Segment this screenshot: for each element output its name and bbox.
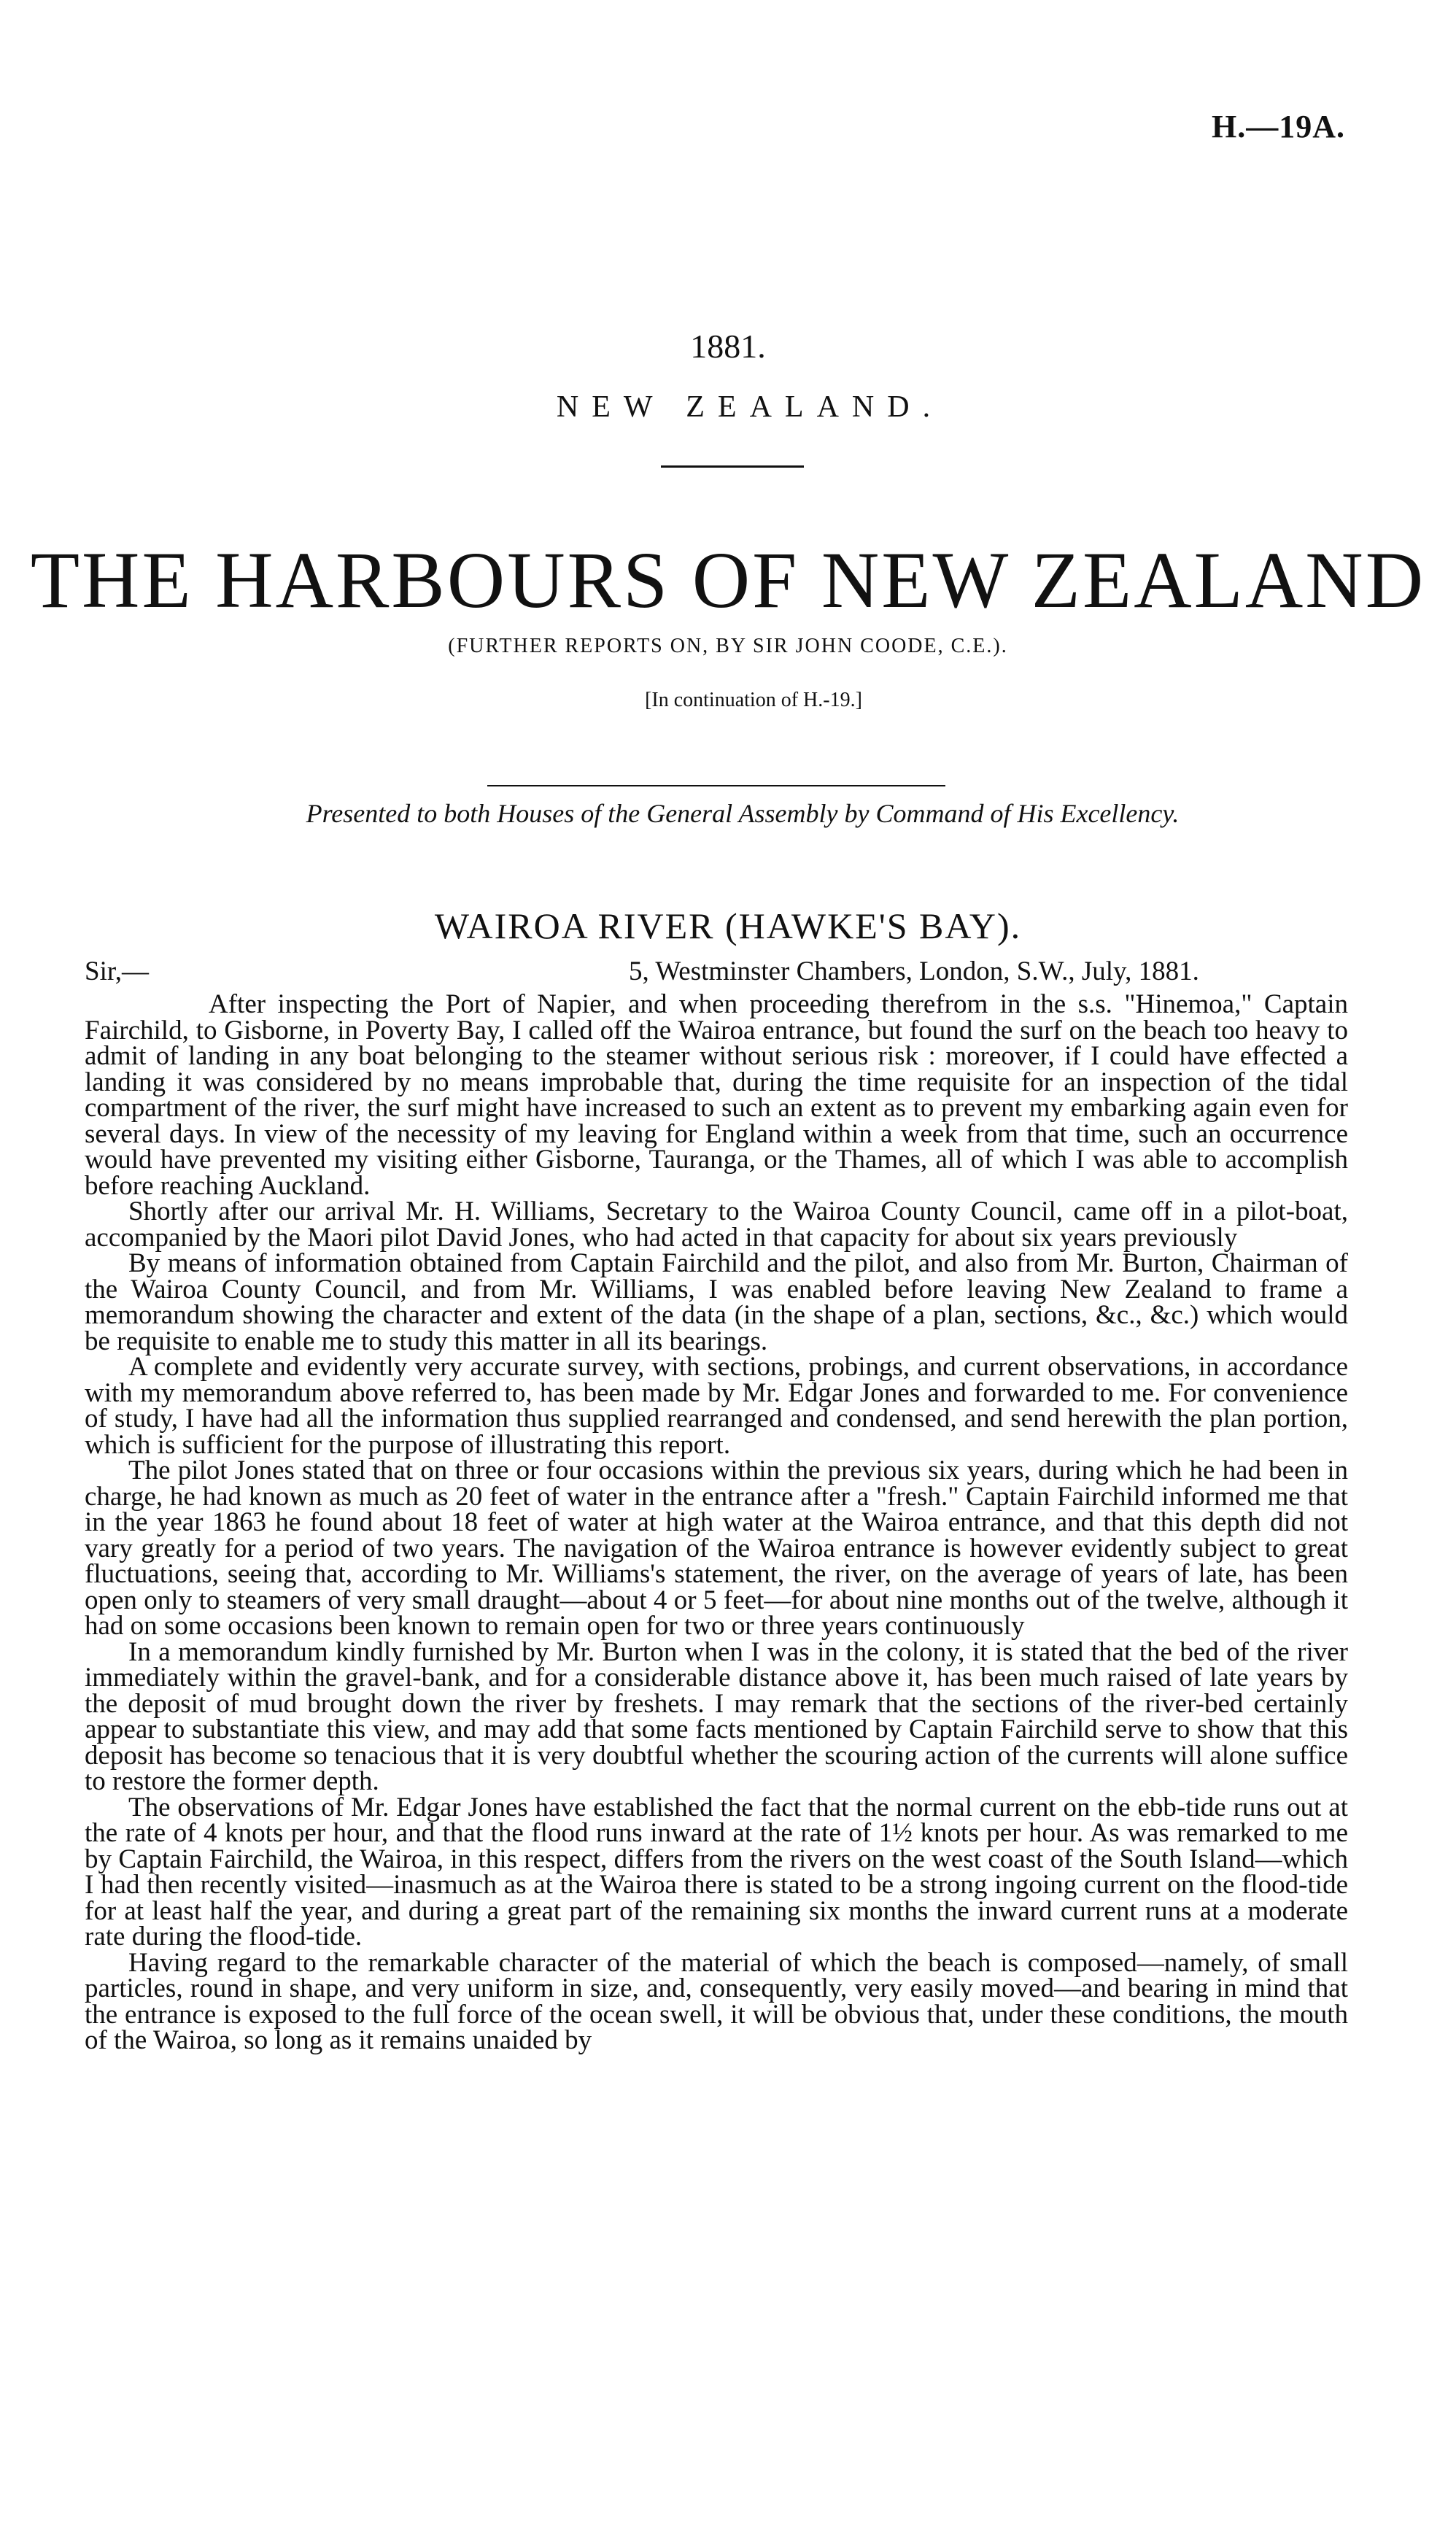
document-subtitle: (FURTHER REPORTS ON, BY SIR JOHN COODE, C.E.). [448, 635, 1008, 657]
continuation-note: [In continuation of H.-19.] [645, 689, 862, 711]
section-heading: WAIROA RIVER (HAWKE'S BAY). [434, 905, 1022, 946]
body-paragraph: The pilot Jones stated that on three or four occasions within the previous six years, during which he had been in charge, he had known as much as 20 feet of water in the entrance after a "fresh." Captain Fairchild informed me that in the year 1863 he found about 18 feet of water at high water at the Wairoa entrance, and that this depth did not vary greatly for a period of two years. The navigation of the Wairoa entrance is however evidently subject to great fluctuations, seeing that, according to Mr. Williams's statement, the river, on the average of years of late, has been open only to steamers of very small draught—about 4 or 5 feet—for about nine months out of the twelve, although it had on some occasions been known to remain open for two or three years continuously [85, 1455, 1348, 1641]
body-paragraph: After inspecting the Port of Napier, and when proceeding therefrom in the s.s. "Hinemoa," Captain Fairchild, to Gisborne, in Poverty Bay, I called off the Wairoa entrance, but found the surf on the beach too heavy to admit of landing in any boat belonging to the steamer without serious risk : moreover, if I could have effected a landing it was considered by no means improbable that, during the time requisite for an inspection of the tidal compartment of the river, the surf might have increased to such an extent as to prevent my embarking again even for several days. In view of the necessity of my leaving for England within a week from that time, such an occurrence would have prevented my visiting either Gisborne, Tauranga, or the Thames, all of which I was able to accomplish before reaching Auckland. [85, 989, 1348, 1201]
body-paragraph: By means of information obtained from Captain Fairchild and the pilot, and also from Mr. Burton, Chairman of the Wairoa County Council, and from Mr. Williams, I was enabled before leaving New Zealand to frame a memorandum showing the character and extent of the data (in the shape of a plan, sections, &c., &c.) which would be requisite to enable me to study this matter in all its bearings. [85, 1248, 1348, 1356]
letter-body [85, 991, 1348, 2054]
page-number: H.—19A. [1212, 109, 1345, 144]
title-divider [661, 465, 804, 468]
document-title: THE HARBOURS OF NEW ZEALAND [30, 535, 1426, 625]
document-country: NEW ZEALAND. [556, 390, 944, 424]
body-paragraph: The observations of Mr. Edgar Jones have established the fact that the normal current on the ebb-tide runs out at the rate of 4 knots per hour, and that the flood runs inward at the rate of 1½ knots per hour. As was remarked to me by Captain Fairchild, the Wairoa, in this respect, differs from the rivers on the west coast of the South Island—which I had then recently visited—inasmuch as at the Wairoa there is stated to be a strong ingoing current on the flood-tide for at least half the year, and during a great part of the remaining six months the inward current runs at a moderate rate during the flood-tide. [85, 1792, 1348, 1952]
body-paragraph: Shortly after our arrival Mr. H. Williams, Secretary to the Wairoa County Council, came off in a pilot-boat, accompanied by the Maori pilot David Jones, who had acted in that capacity for about six years previously [85, 1196, 1348, 1253]
presented-divider [487, 785, 945, 786]
body-paragraph: A complete and evidently very accurate survey, with sections, probings, and current observations, in accordance with my memorandum above referred to, has been made by Mr. Edgar Jones and forwarded to me. For convenience of study, I have had all the information thus supplied rearranged and condensed, and send herewith the plan portion, which is sufficient for the purpose of illustrating this report. [85, 1352, 1348, 1460]
document-year: 1881. [690, 328, 766, 365]
letter-salutation: Sir,— [85, 956, 149, 986]
letter-address: 5, Westminster Chambers, London, S.W., July, 1881. [629, 956, 1199, 986]
body-paragraph: In a memorandum kindly furnished by Mr. Burton when I was in the colony, it is stated that the bed of the river immediately within the gravel-bank, and for a considerable distance above it, has been much raised of late years by the deposit of mud brought down the river by freshets. I may remark that the sections of the river-bed certainly appear to substantiate this view, and may add that some facts mentioned by Captain Fairchild serve to show that this deposit has become so tenacious that it is very doubtful whether the scouring action of the currents will alone suffice to restore the former depth. [85, 1636, 1348, 1796]
presented-line: Presented to both Houses of the General Assembly by Command of His Excellency. [306, 799, 1180, 828]
body-paragraph: Having regard to the remarkable character of the material of which the beach is composed—namely, of small particles, round in shape, and very uniform in size, and, consequently, very easily moved—and bearing in mind that the entrance is exposed to the full force of the ocean swell, it will be obvious that, under these conditions, the mouth of the Wairoa, so long as it remains unaided by [85, 1947, 1348, 2055]
